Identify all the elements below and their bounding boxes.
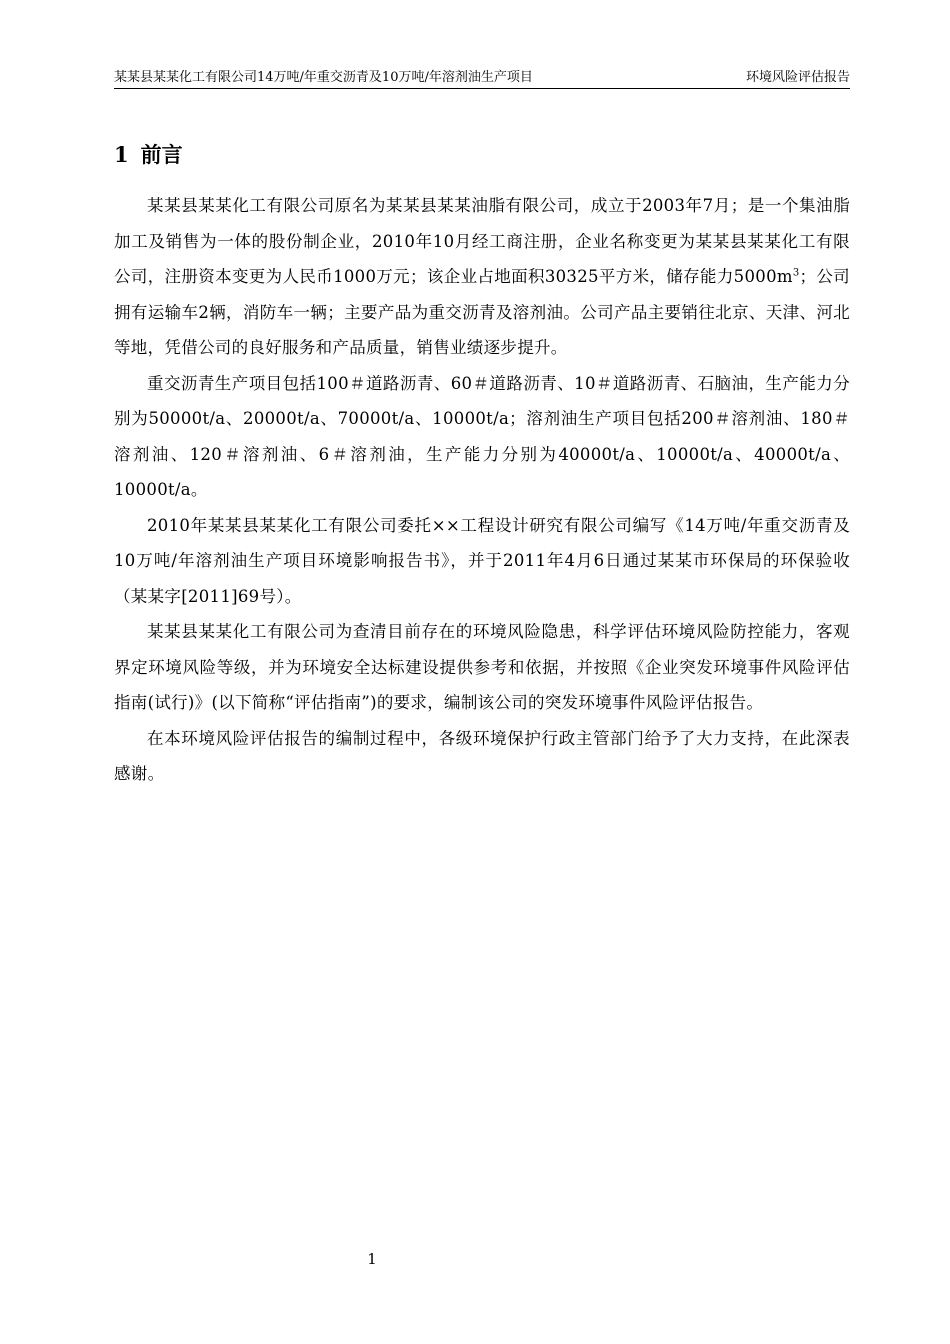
cubic-superscript: 3 — [792, 267, 800, 279]
section-heading — [114, 140, 183, 170]
paragraph-eia-history: 2010年某某县某某化工有限公司委托××工程设计研究有限公司编写《14万吨/年重交沥青及10万吨/年溶剂油生产项目环境影响报告书》，并于2011年4月6日通过某某市环保局的环保验收（某某字[2011]69号）。 — [114, 515, 850, 606]
paragraph-company-intro-text-cont: ；公司拥有运输车2辆，消防车一辆；主要产品为重交沥青及溶剂油。公司产品主要销往北京、天津、河北等地，凭借公司的良好服务和产品质量，销售业绩逐步提升。 — [114, 267, 850, 357]
header-project-title: 某某县某某化工有限公司14万吨/年重交沥青及10万吨/年溶剂油生产项目 — [114, 70, 533, 85]
paragraph-company-intro-text: 某某县某某化工有限公司原名为某某县某某油脂有限公司，成立于2003年7月；是一个集油脂加工及销售为一体的股份制企业，2010年10月经工商注册，企业名称变更为某某县某某化工有限公司，注册资本变更为人民币1000万元；该企业占地面积30325平方米，储存能力5000m — [114, 196, 850, 286]
paragraph-acknowledgement: 在本环境风险评估报告的编制过程中，各级环境保护行政主管部门给予了大力支持，在此深表感谢。 — [114, 728, 850, 783]
paragraph-production-capacity: 重交沥青生产项目包括100＃道路沥青、60＃道路沥青、10＃道路沥青、石脑油，生产能力分别为50000t/a、20000t/a、70000t/a、10000t/a；溶剂油生产项目包括200＃溶剂油、180＃溶剂油、120＃溶剂油、6＃溶剂油，生产能力分别为40000t/a、10000t/a、40000t/a、10000t/a。 — [114, 373, 850, 499]
paragraph-company-intro — [114, 188, 850, 366]
page-number: 1 — [367, 1250, 377, 1268]
section-number: 1 — [114, 142, 129, 167]
page-header — [114, 68, 850, 89]
section-title: 前言 — [140, 142, 183, 167]
paragraph-assessment-purpose: 某某县某某化工有限公司为查清目前存在的环境风险隐患，科学评估环境风险防控能力，客观界定环境风险等级，并为环境安全达标建设提供参考和依据，并按照《企业突发环境事件风险评估指南(试行)》(以下简称“评估指南”)的要求，编制该公司的突发环境事件风险评估报告。 — [114, 622, 850, 712]
header-report-title: 环境风险评估报告 — [745, 70, 850, 85]
document-body — [114, 188, 850, 792]
